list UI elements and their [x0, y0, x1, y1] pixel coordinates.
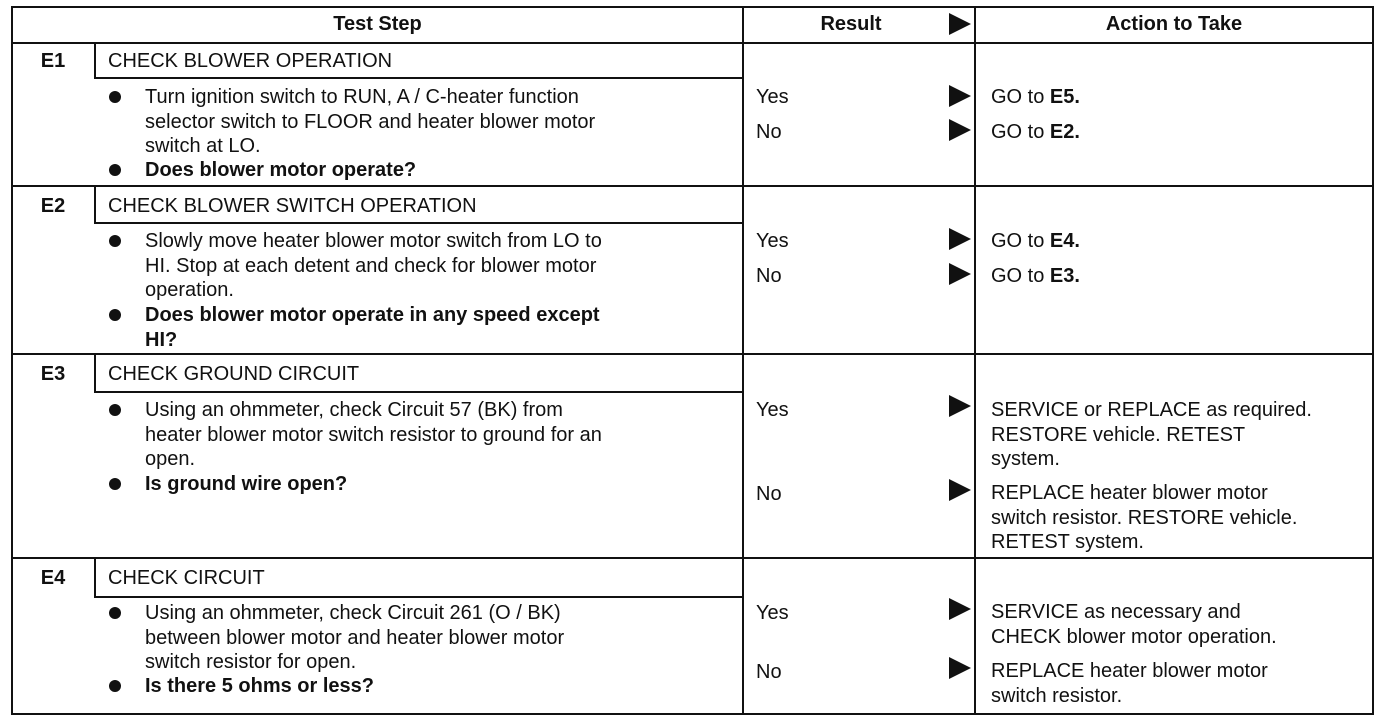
step-question: Is there 5 ohms or less?	[145, 675, 374, 697]
step-question: Does blower motor operate?	[145, 159, 417, 181]
table-border-bottom	[11, 713, 1374, 715]
arrow-icon	[949, 85, 971, 107]
step-id-divider	[94, 558, 96, 597]
step-question: HI?	[145, 328, 178, 351]
arrow-icon	[949, 119, 971, 141]
step-instruction-line: open.	[145, 448, 196, 470]
bullet-icon	[109, 680, 121, 692]
action-text: GO to E5.	[991, 86, 1080, 108]
action-text: RETEST system.	[991, 531, 1144, 553]
header-divider	[11, 42, 1374, 44]
step-title: CHECK GROUND CIRCUIT	[108, 363, 360, 385]
action-text: REPLACE heater blower motor	[991, 482, 1268, 504]
step-instruction-line: switch resistor for open.	[145, 651, 357, 673]
result-no: No	[756, 265, 782, 287]
step-instruction-line: Slowly move heater blower motor switch from LO to	[145, 230, 602, 252]
header-arrow-icon	[949, 13, 971, 35]
arrow-icon	[949, 263, 971, 285]
header-result: Result	[820, 13, 882, 35]
step-instruction-line: Using an ohmmeter, check Circuit 57 (BK) from	[145, 399, 563, 421]
action-text: switch resistor.	[991, 684, 1123, 707]
step-instruction-line: Using an ohmmeter, check Circuit 261 (O / BK)	[145, 602, 561, 624]
bullet-icon	[109, 235, 121, 247]
step-title-underline	[94, 391, 742, 393]
action-text: GO to E3.	[991, 265, 1080, 287]
result-no: No	[756, 483, 782, 505]
arrow-icon	[949, 657, 971, 679]
result-yes: Yes	[756, 602, 789, 624]
row-divider	[11, 353, 1374, 355]
arrow-icon	[949, 479, 971, 501]
arrow-icon	[949, 228, 971, 250]
result-yes: Yes	[756, 230, 789, 252]
result-no: No	[756, 661, 782, 683]
step-title-underline	[94, 77, 742, 79]
step-id: E4	[40, 567, 66, 589]
action-text: GO to E4.	[991, 230, 1080, 252]
arrow-icon	[949, 598, 971, 620]
step-instruction-line: heater blower motor switch resistor to ground for an	[145, 423, 602, 446]
row-divider	[11, 557, 1374, 559]
step-instruction-line: operation.	[145, 279, 234, 301]
table-border-top	[11, 6, 1374, 8]
step-instruction-line: selector switch to FLOOR and heater blower motor	[145, 110, 596, 133]
step-instruction-line: between blower motor and heater blower motor	[145, 626, 565, 649]
result-no: No	[756, 121, 782, 143]
step-instruction-line: switch at LO.	[145, 135, 261, 157]
step-title-underline	[94, 596, 742, 598]
header-test-step: Test Step	[333, 13, 422, 35]
bullet-icon	[109, 607, 121, 619]
step-question: Does blower motor operate in any speed except	[145, 304, 600, 326]
step-instruction-line: Turn ignition switch to RUN, A / C-heater function	[145, 86, 579, 108]
result-yes: Yes	[756, 399, 789, 421]
action-text: REPLACE heater blower motor	[991, 660, 1268, 682]
bullet-icon	[109, 478, 121, 490]
bullet-icon	[109, 91, 121, 103]
step-title: CHECK BLOWER OPERATION	[108, 50, 393, 72]
bullet-icon	[109, 164, 121, 176]
step-id-divider	[94, 354, 96, 392]
bullet-icon	[109, 309, 121, 321]
step-title: CHECK CIRCUIT	[108, 567, 265, 589]
row-divider	[11, 185, 1374, 187]
arrow-icon	[949, 395, 971, 417]
action-text: CHECK blower motor operation.	[991, 625, 1277, 648]
step-question: Is ground wire open?	[145, 473, 348, 495]
step-id: E2	[40, 195, 66, 217]
step-instruction-line: HI. Stop at each detent and check for blower motor	[145, 254, 597, 277]
column-divider-result	[742, 6, 744, 715]
action-text: system.	[991, 448, 1060, 470]
column-divider-action	[974, 6, 976, 715]
action-text: switch resistor. RESTORE vehicle.	[991, 506, 1298, 529]
step-id: E1	[40, 50, 66, 72]
step-id-divider	[94, 43, 96, 78]
action-text: GO to E2.	[991, 121, 1080, 143]
action-text: SERVICE as necessary and	[991, 601, 1241, 623]
step-title: CHECK BLOWER SWITCH OPERATION	[108, 195, 477, 217]
table-border-right	[1372, 6, 1374, 715]
bullet-icon	[109, 404, 121, 416]
step-title-underline	[94, 222, 742, 224]
action-text: SERVICE or REPLACE as required.	[991, 399, 1312, 421]
result-yes: Yes	[756, 86, 789, 108]
step-id-divider	[94, 186, 96, 223]
action-text: RESTORE vehicle. RETEST	[991, 423, 1246, 446]
step-id: E3	[40, 363, 66, 385]
table-border-left	[11, 6, 13, 715]
header-action: Action to Take	[1105, 13, 1243, 35]
